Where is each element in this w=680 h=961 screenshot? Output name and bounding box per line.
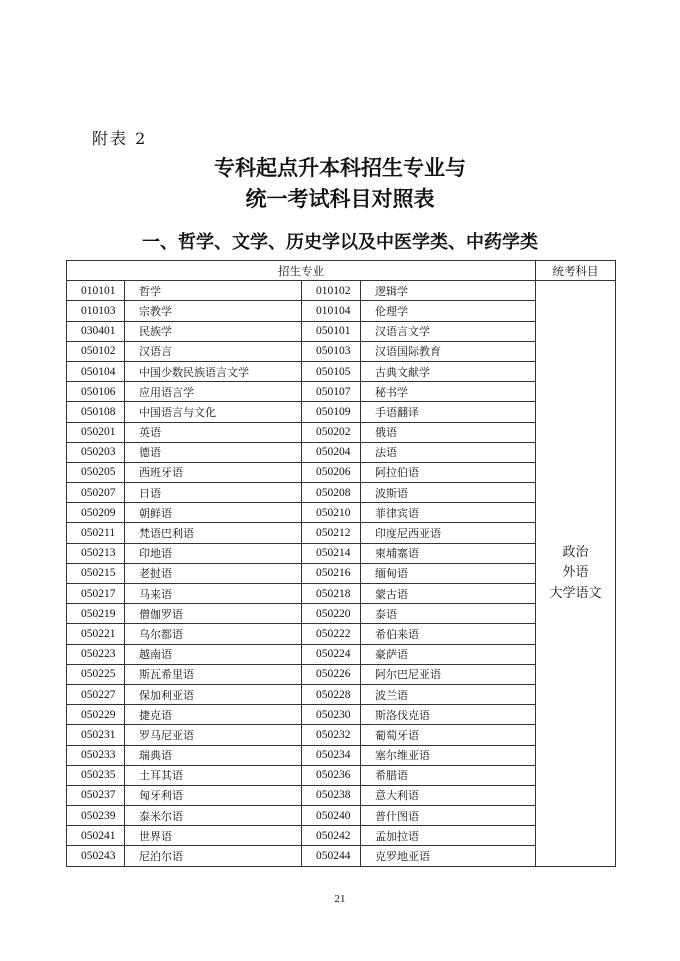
- code-cell: 050229: [67, 705, 125, 725]
- table-row: [67, 765, 616, 785]
- table-row: [67, 785, 616, 805]
- code-cell: 050238: [302, 785, 361, 805]
- name-cell: 西班牙语: [125, 462, 302, 482]
- document-title-line2: 统一考试科目对照表: [245, 186, 435, 211]
- name-cell: 意大利语: [361, 785, 536, 805]
- exam-subject: 外语: [562, 565, 589, 581]
- name-cell: 汉语言文学: [361, 321, 536, 341]
- name-cell: 民族学: [125, 321, 302, 341]
- code-cell: 050209: [67, 503, 125, 523]
- code-cell: 050217: [67, 584, 125, 604]
- name-cell: 古典文献学: [361, 361, 536, 381]
- code-cell: 050204: [302, 442, 361, 462]
- name-cell: 泰米尔语: [125, 806, 302, 826]
- code-cell: 010102: [302, 281, 361, 301]
- code-cell: 050240: [302, 806, 361, 826]
- table-row: [67, 523, 616, 543]
- name-cell: 阿尔巴尼亚语: [361, 664, 536, 684]
- name-cell: 瑞典语: [125, 745, 302, 765]
- table-row: [67, 725, 616, 745]
- code-cell: 050232: [302, 725, 361, 745]
- name-cell: 捷克语: [125, 705, 302, 725]
- name-cell: 乌尔都语: [125, 624, 302, 644]
- name-cell: 汉语言: [125, 341, 302, 361]
- code-cell: 050228: [302, 684, 361, 704]
- name-cell: 朝鲜语: [125, 503, 302, 523]
- code-cell: 050210: [302, 503, 361, 523]
- code-cell: 050233: [67, 745, 125, 765]
- code-cell: 050224: [302, 644, 361, 664]
- name-cell: 罗马尼亚语: [125, 725, 302, 745]
- table-row: [67, 684, 616, 704]
- name-cell: 秘书学: [361, 382, 536, 402]
- code-cell: 050226: [302, 664, 361, 684]
- name-cell: 印地语: [125, 543, 302, 563]
- name-cell: 英语: [125, 422, 302, 442]
- name-cell: 马来语: [125, 584, 302, 604]
- name-cell: 伦理学: [361, 301, 536, 321]
- name-cell: 中国少数民族语言文学: [125, 361, 302, 381]
- code-cell: 050227: [67, 684, 125, 704]
- code-cell: 050215: [67, 563, 125, 583]
- exam-subject: 大学语文: [549, 585, 602, 601]
- code-cell: 050234: [302, 745, 361, 765]
- code-cell: 050108: [67, 402, 125, 422]
- table-row: [67, 806, 616, 826]
- code-cell: 050103: [302, 341, 361, 361]
- name-cell: 斯瓦希里语: [125, 664, 302, 684]
- code-cell: 050243: [67, 846, 125, 866]
- table-row: [67, 321, 616, 341]
- code-cell: 050109: [302, 402, 361, 422]
- code-cell: 050104: [67, 361, 125, 381]
- code-cell: 010103: [67, 301, 125, 321]
- code-cell: 050236: [302, 765, 361, 785]
- code-cell: 050101: [302, 321, 361, 341]
- code-cell: 050225: [67, 664, 125, 684]
- code-cell: 050239: [67, 806, 125, 826]
- name-cell: 僧伽罗语: [125, 604, 302, 624]
- code-cell: 050242: [302, 826, 361, 846]
- table-row: [67, 664, 616, 684]
- code-cell: 050214: [302, 543, 361, 563]
- name-cell: 希腊语: [361, 765, 536, 785]
- code-cell: 050221: [67, 624, 125, 644]
- code-cell: 050107: [302, 382, 361, 402]
- code-cell: 050237: [67, 785, 125, 805]
- document-title-line1: 专科起点升本科招生专业与: [214, 155, 466, 180]
- table-row: [67, 846, 616, 866]
- name-cell: 世界语: [125, 826, 302, 846]
- name-cell: 哲学: [125, 281, 302, 301]
- appendix-label: 附表 2: [92, 129, 148, 148]
- code-cell: 050220: [302, 604, 361, 624]
- table-body: [67, 281, 616, 866]
- table-row: [67, 826, 616, 846]
- header-majors: 招生专业: [67, 261, 536, 281]
- code-cell: 050212: [302, 523, 361, 543]
- table-row: [67, 462, 616, 482]
- name-cell: 中国语言与文化: [125, 402, 302, 422]
- name-cell: 日语: [125, 483, 302, 503]
- name-cell: 葡萄牙语: [361, 725, 536, 745]
- name-cell: 阿拉伯语: [361, 462, 536, 482]
- table-row: [67, 604, 616, 624]
- table-row: [67, 301, 616, 321]
- code-cell: 050213: [67, 543, 125, 563]
- name-cell: 汉语国际教育: [361, 341, 536, 361]
- table-row: [67, 442, 616, 462]
- table-row: [67, 341, 616, 361]
- code-cell: 050203: [67, 442, 125, 462]
- name-cell: 塞尔维亚语: [361, 745, 536, 765]
- name-cell: 土耳其语: [125, 765, 302, 785]
- name-cell: 手语翻译: [361, 402, 536, 422]
- table-header-row: [67, 261, 616, 281]
- name-cell: 希伯来语: [361, 624, 536, 644]
- name-cell: 梵语巴利语: [125, 523, 302, 543]
- table-row: [67, 402, 616, 422]
- code-cell: 050230: [302, 705, 361, 725]
- name-cell: 克罗地亚语: [361, 846, 536, 866]
- code-cell: 010104: [302, 301, 361, 321]
- name-cell: 缅甸语: [361, 563, 536, 583]
- name-cell: 逻辑学: [361, 281, 536, 301]
- name-cell: 普什图语: [361, 806, 536, 826]
- name-cell: 保加利亚语: [125, 684, 302, 704]
- name-cell: 印度尼西亚语: [361, 523, 536, 543]
- page-number: 21: [334, 893, 346, 905]
- name-cell: 波斯语: [361, 483, 536, 503]
- table-row: [67, 281, 616, 301]
- name-cell: 斯洛伐克语: [361, 705, 536, 725]
- table-row: [67, 584, 616, 604]
- name-cell: 应用语言学: [125, 382, 302, 402]
- exam-subjects-cell: [536, 281, 616, 866]
- code-cell: 050218: [302, 584, 361, 604]
- name-cell: 匈牙利语: [125, 785, 302, 805]
- code-cell: 050105: [302, 361, 361, 381]
- code-cell: 050205: [67, 462, 125, 482]
- code-cell: 050241: [67, 826, 125, 846]
- code-cell: 050219: [67, 604, 125, 624]
- code-cell: 050223: [67, 644, 125, 664]
- code-cell: 050106: [67, 382, 125, 402]
- code-cell: 050235: [67, 765, 125, 785]
- table-row: [67, 361, 616, 381]
- table-row: [67, 705, 616, 725]
- name-cell: 菲律宾语: [361, 503, 536, 523]
- name-cell: 德语: [125, 442, 302, 462]
- code-cell: 050208: [302, 483, 361, 503]
- code-cell: 050216: [302, 563, 361, 583]
- code-cell: 050211: [67, 523, 125, 543]
- exam-subject: 政治: [562, 544, 589, 560]
- name-cell: 波兰语: [361, 684, 536, 704]
- majors-table: [66, 260, 616, 867]
- table-row: [67, 624, 616, 644]
- name-cell: 尼泊尔语: [125, 846, 302, 866]
- name-cell: 法语: [361, 442, 536, 462]
- name-cell: 孟加拉语: [361, 826, 536, 846]
- code-cell: 050207: [67, 483, 125, 503]
- table-row: [67, 543, 616, 563]
- section-heading: 一、哲学、文学、历史学以及中医学类、中药学类: [142, 232, 538, 253]
- name-cell: 俄语: [361, 422, 536, 442]
- name-cell: 豪萨语: [361, 644, 536, 664]
- name-cell: 蒙古语: [361, 584, 536, 604]
- name-cell: 老挝语: [125, 563, 302, 583]
- code-cell: 050201: [67, 422, 125, 442]
- table-row: [67, 563, 616, 583]
- table-row: [67, 422, 616, 442]
- header-exams: 统考科目: [536, 261, 616, 281]
- code-cell: 050202: [302, 422, 361, 442]
- code-cell: 050231: [67, 725, 125, 745]
- table-row: [67, 382, 616, 402]
- table-row: [67, 483, 616, 503]
- code-cell: 010101: [67, 281, 125, 301]
- code-cell: 050244: [302, 846, 361, 866]
- code-cell: 050206: [302, 462, 361, 482]
- name-cell: 越南语: [125, 644, 302, 664]
- code-cell: 030401: [67, 321, 125, 341]
- table-row: [67, 644, 616, 664]
- code-cell: 050222: [302, 624, 361, 644]
- name-cell: 泰语: [361, 604, 536, 624]
- table-row: [67, 503, 616, 523]
- name-cell: 柬埔寨语: [361, 543, 536, 563]
- table-row: [67, 745, 616, 765]
- code-cell: 050102: [67, 341, 125, 361]
- name-cell: 宗教学: [125, 301, 302, 321]
